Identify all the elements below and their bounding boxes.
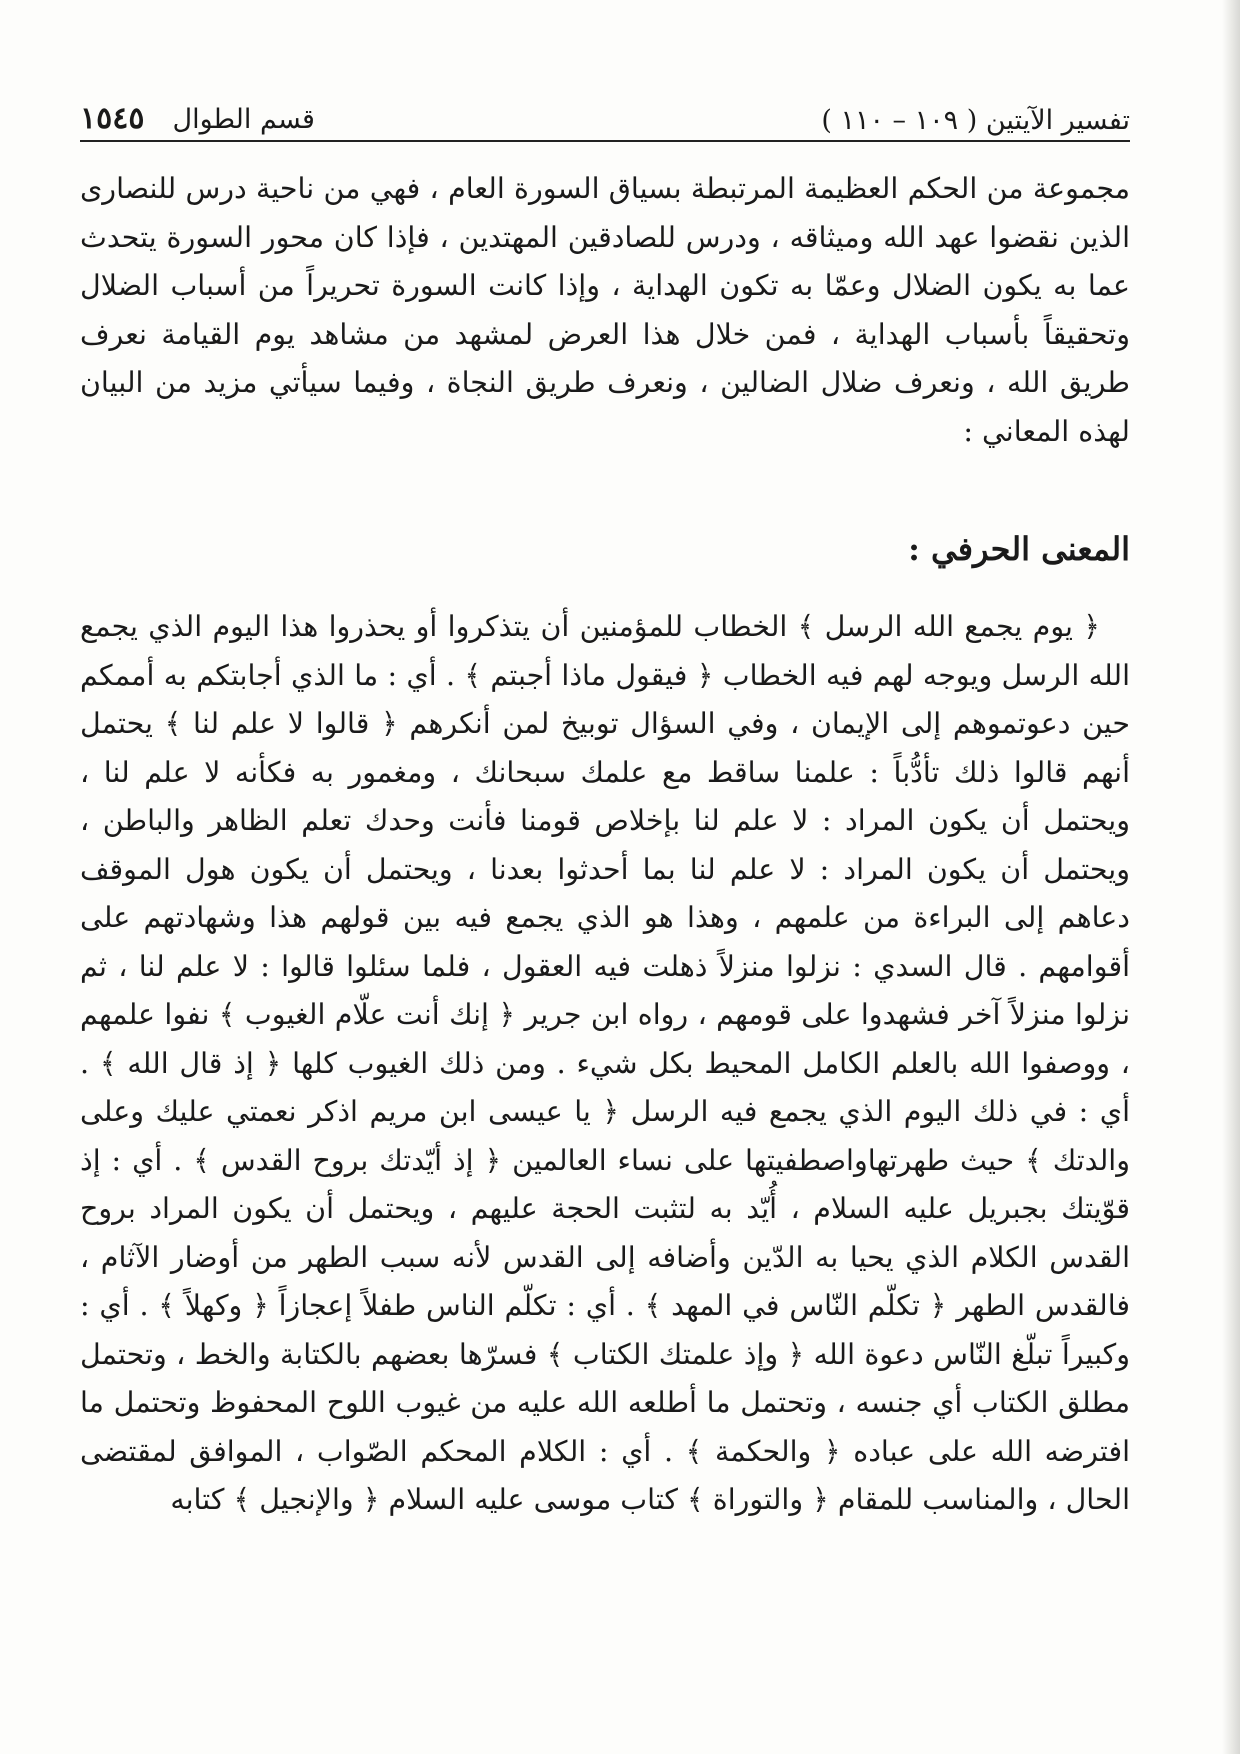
section-heading: المعنى الحرفي :	[908, 530, 1130, 568]
header-section: قسم الطوال	[172, 104, 315, 135]
intro-paragraph: مجموعة من الحكم العظيمة المرتبطة بسياق السورة العام ، فهي من ناحية درس للنصارى الذين نقضوا عهد الله وميثاقه ، ودرس للصادقين المهتدين ، فإذا كان محور السورة يتحدث عما به يكون الضلال وعمّا به تكون الهداية ، وإذا كانت السورة تحريراً من أسباب الضلال وتحقيقاً بأسباب الهداية ، فمن خلال هذا العرض لمشهد من مشاهد يوم القيامة نعرف طريق الله ، ونعرف ضلال الضالين ، ونعرف طريق النجاة ، وفيما سيأتي مزيد من البيان لهذه المعاني :	[80, 172, 1130, 448]
header-left-group	[80, 101, 315, 136]
page-edge-shadow	[1222, 0, 1240, 1754]
running-header	[80, 86, 1130, 136]
meaning-block	[80, 603, 1130, 1525]
intro-block	[80, 165, 1130, 456]
header-title: تفسير الآيتين ( ١٠٩ – ١١٠ )	[821, 105, 1130, 136]
page-number: ١٥٤٥	[80, 101, 145, 136]
header-rule	[80, 140, 1130, 142]
meaning-paragraph: ﴿ يوم يجمع الله الرسل ﴾ الخطاب للمؤمنين أن يتذكروا أو يحذروا هذا اليوم الذي يجمع الله الرسل ويوجه لهم فيه الخطاب ﴿ فيقول ماذا أجبتم ﴾ . أي : ما الذي أجابتكم به أممكم حين دعوتموهم إلى الإيمان ، وفي السؤال توبيخ لمن أنكرهم ﴿ قالوا لا علم لنا ﴾ يحتمل أنهم قالوا ذلك تأدُّباً : علمنا ساقط مع علمك سبحانك ، ومغمور به فكأنه لا علم لنا ، ويحتمل أن يكون المراد : لا علم لنا بإخلاص قومنا فأنت وحدك تعلم الظاهر والباطن ، ويحتمل أن يكون المراد : لا علم لنا بما أحدثوا بعدنا ، ويحتمل أن يكون هول الموقف دعاهم إلى البراءة من علمهم ، وهذا هو الذي يجمع فيه بين قولهم هذا وشهادتهم على أقوامهم . قال السدي : نزلوا منزلاً ذهلت فيه العقول ، فلما سئلوا قالوا : لا علم لنا ، ثم نزلوا منزلاً آخر فشهدوا على قومهم ، رواه ابن جرير ﴿ إنك أنت علّام الغيوب ﴾ نفوا علمهم ، ووصفوا الله بالعلم الكامل المحيط بكل شيء . ومن ذلك الغيوب كلها ﴿ إذ قال الله ﴾ . أي : في ذلك اليوم الذي يجمع فيه الرسل ﴿ يا عيسى ابن مريم اذكر نعمتي عليك وعلى والدتك ﴾ حيث طهرتهاواصطفيتها على نساء العالمين ﴿ إذ أيّدتك بروح القدس ﴾ . أي : إذ قوّيتك بجبريل عليه السلام ، أُيّد به لتثبت الحجة عليهم ، ويحتمل أن يكون المراد بروح القدس الكلام الذي يحيا به الدّين وأضافه إلى القدس لأنه سبب الطهر من أوضار الآثام ، فالقدس الطهر ﴿ تكلّم النّاس في المهد ﴾ . أي : تكلّم الناس طفلاً إعجازاً ﴿ وكهلاً ﴾ . أي : وكبيراً تبلّغ النّاس دعوة الله ﴿ وإذ علمتك الكتاب ﴾ فسرّها بعضهم بالكتابة والخط ، وتحتمل مطلق الكتاب أي جنسه ، وتحتمل ما أطلعه الله عليه من غيوب اللوح المحفوظ وتحتمل ما افترضه الله على عباده ﴿ والحكمة ﴾ . أي : الكلام المحكم الصّواب ، الموافق لمقتضى الحال ، والمناسب للمقام ﴿ والتوراة ﴾ كتاب موسى عليه السلام ﴿ والإنجيل ﴾ كتابه	[80, 610, 1130, 1516]
